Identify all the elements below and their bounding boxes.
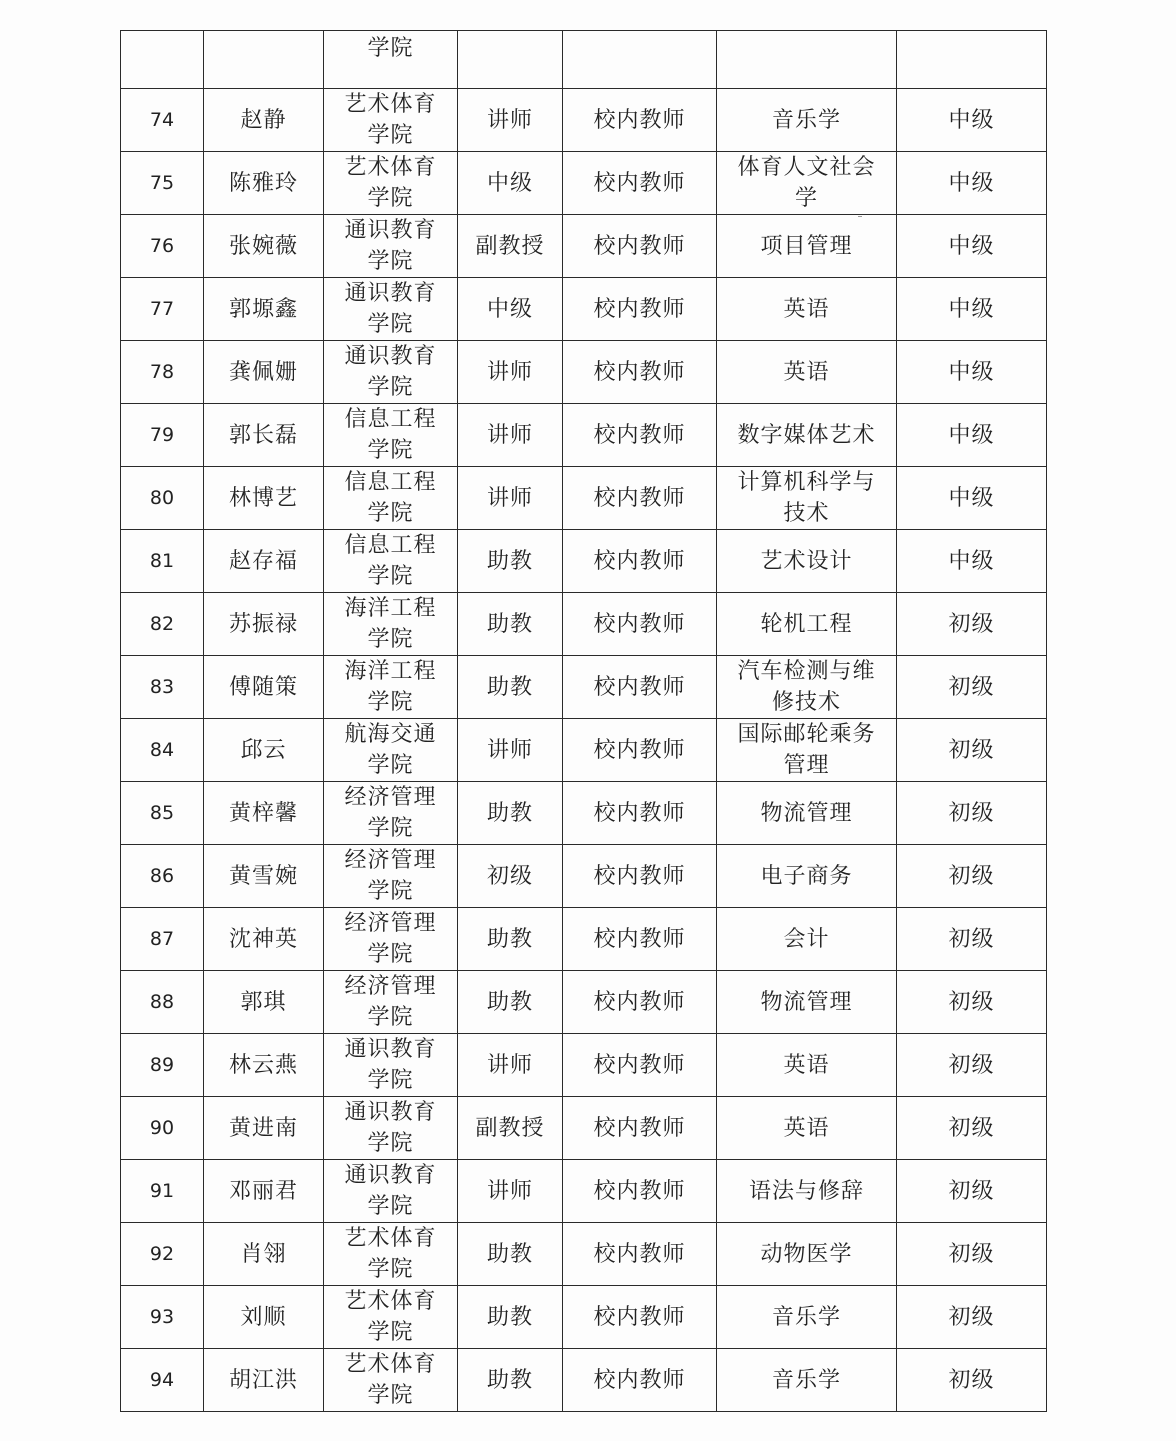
name-cell: 赵存福 xyxy=(204,530,324,593)
department-cell xyxy=(324,1160,458,1223)
teacher-type-cell: 校内教师 xyxy=(563,845,717,908)
teacher-type-cell: 校内教师 xyxy=(563,152,717,215)
index-cell: 91 xyxy=(121,1160,204,1223)
name-cell: 苏振禄 xyxy=(204,593,324,656)
index-cell: 79 xyxy=(121,404,204,467)
department-cell xyxy=(324,908,458,971)
title-cell: 讲师 xyxy=(458,341,563,404)
major-cell xyxy=(717,278,897,341)
department-line-2: 学院 xyxy=(367,564,414,589)
index-cell: 81 xyxy=(121,530,204,593)
level-cell: 初级 xyxy=(897,1097,1047,1160)
department-line-2: 学院 xyxy=(367,753,414,778)
title-cell: 助教 xyxy=(458,1349,563,1412)
level-cell: 中级 xyxy=(897,341,1047,404)
major-line-1: 英语 xyxy=(783,296,830,322)
department-line-2: 学院 xyxy=(367,1320,414,1345)
department-line-2: 学院 xyxy=(367,942,414,967)
name-cell: 刘顺 xyxy=(204,1286,324,1349)
title-cell: 助教 xyxy=(458,1223,563,1286)
level-cell: 初级 xyxy=(897,1349,1047,1412)
department-cell xyxy=(324,656,458,719)
department-line-1: 航海交通 xyxy=(344,722,437,747)
department-line-2: 学院 xyxy=(367,690,414,715)
table-row xyxy=(121,404,1047,467)
level-cell xyxy=(897,31,1047,89)
table-row xyxy=(121,530,1047,593)
index-cell: 85 xyxy=(121,782,204,845)
major-cell xyxy=(717,1034,897,1097)
major-line-1: 物流管理 xyxy=(760,800,853,826)
department-line-2: 学院 xyxy=(367,375,414,400)
major-cell xyxy=(717,1286,897,1349)
department-line-2: 学院 xyxy=(367,1383,414,1408)
title-cell: 助教 xyxy=(458,593,563,656)
level-cell: 中级 xyxy=(897,152,1047,215)
department-line-1: 艺术体育 xyxy=(344,155,437,180)
major-cell xyxy=(717,530,897,593)
table-row xyxy=(121,593,1047,656)
major-cell xyxy=(717,31,897,89)
department-cell xyxy=(324,404,458,467)
department-cell xyxy=(324,1034,458,1097)
teacher-type-cell: 校内教师 xyxy=(563,1286,717,1349)
name-cell: 黄雪婉 xyxy=(204,845,324,908)
table-row xyxy=(121,656,1047,719)
major-cell xyxy=(717,467,897,530)
title-cell: 讲师 xyxy=(458,1034,563,1097)
major-line-1: 电子商务 xyxy=(760,863,853,889)
major-cell xyxy=(717,215,897,278)
teacher-type-cell: 校内教师 xyxy=(563,530,717,593)
department-line-2: 学院 xyxy=(367,249,414,274)
teacher-type-cell: 校内教师 xyxy=(563,341,717,404)
department-line-1: 经济管理 xyxy=(344,848,437,873)
teacher-type-cell: 校内教师 xyxy=(563,89,717,152)
index-cell: 74 xyxy=(121,89,204,152)
name-cell: 邱云 xyxy=(204,719,324,782)
table-row xyxy=(121,215,1047,278)
teacher-type-cell: 校内教师 xyxy=(563,1349,717,1412)
department-line-2: 学院 xyxy=(367,312,414,337)
name-cell: 郭塬鑫 xyxy=(204,278,324,341)
name-cell: 黄进南 xyxy=(204,1097,324,1160)
department-line-1: 通识教育 xyxy=(344,1037,437,1062)
name-cell: 赵静 xyxy=(204,89,324,152)
teacher-type-cell xyxy=(563,31,717,89)
index-cell: 93 xyxy=(121,1286,204,1349)
title-cell: 助教 xyxy=(458,530,563,593)
teacher-type-cell: 校内教师 xyxy=(563,782,717,845)
table-row xyxy=(121,845,1047,908)
name-cell: 邓丽君 xyxy=(204,1160,324,1223)
scan-speck xyxy=(858,216,862,217)
department-line-1: 艺术体育 xyxy=(344,1226,437,1251)
index-cell: 89 xyxy=(121,1034,204,1097)
major-cell xyxy=(717,845,897,908)
name-cell: 张婉薇 xyxy=(204,215,324,278)
department-line-2: 学院 xyxy=(367,1257,414,1282)
name-cell: 郭琪 xyxy=(204,971,324,1034)
major-line-1: 汽车检测与维 xyxy=(737,659,876,684)
title-cell: 讲师 xyxy=(458,467,563,530)
department-line-2: 学院 xyxy=(367,627,414,652)
department-cell xyxy=(324,215,458,278)
major-cell xyxy=(717,593,897,656)
major-line-1: 轮机工程 xyxy=(760,611,853,637)
department-line-1: 海洋工程 xyxy=(344,596,437,621)
teacher-type-cell: 校内教师 xyxy=(563,278,717,341)
department-line-2: 学院 xyxy=(367,186,414,211)
title-cell: 助教 xyxy=(458,782,563,845)
level-cell: 中级 xyxy=(897,530,1047,593)
major-cell xyxy=(717,656,897,719)
teacher-type-cell: 校内教师 xyxy=(563,971,717,1034)
department-cell xyxy=(324,1286,458,1349)
table-row xyxy=(121,1160,1047,1223)
name-cell: 沈神英 xyxy=(204,908,324,971)
index-cell: 88 xyxy=(121,971,204,1034)
table-row-continued xyxy=(121,31,1047,89)
department-cell xyxy=(324,278,458,341)
title-cell: 助教 xyxy=(458,971,563,1034)
major-line-1: 数字媒体艺术 xyxy=(737,422,876,448)
department-cell xyxy=(324,971,458,1034)
major-cell xyxy=(717,89,897,152)
department-line-1: 通识教育 xyxy=(344,1163,437,1188)
table-row xyxy=(121,908,1047,971)
major-cell xyxy=(717,719,897,782)
index-cell: 83 xyxy=(121,656,204,719)
department-line-2: 学院 xyxy=(367,501,414,526)
table-row xyxy=(121,1097,1047,1160)
teacher-type-cell: 校内教师 xyxy=(563,1160,717,1223)
major-line-1: 物流管理 xyxy=(760,989,853,1015)
major-line-1: 会计 xyxy=(783,926,830,952)
major-cell xyxy=(717,1097,897,1160)
teacher-type-cell: 校内教师 xyxy=(563,1097,717,1160)
major-cell xyxy=(717,782,897,845)
major-line-1: 音乐学 xyxy=(771,1304,841,1330)
table-row xyxy=(121,278,1047,341)
index-cell: 78 xyxy=(121,341,204,404)
teacher-type-cell: 校内教师 xyxy=(563,719,717,782)
major-line-1: 项目管理 xyxy=(760,233,853,259)
title-cell: 副教授 xyxy=(458,1097,563,1160)
title-cell: 副教授 xyxy=(458,215,563,278)
department-line-1: 经济管理 xyxy=(344,785,437,810)
table-row xyxy=(121,341,1047,404)
department-cell xyxy=(324,782,458,845)
index-cell: 77 xyxy=(121,278,204,341)
major-line-2: 学 xyxy=(794,186,818,211)
level-cell: 初级 xyxy=(897,1034,1047,1097)
name-cell: 傅随策 xyxy=(204,656,324,719)
name-cell: 黄梓馨 xyxy=(204,782,324,845)
index-cell: 80 xyxy=(121,467,204,530)
department-cell xyxy=(324,152,458,215)
level-cell: 初级 xyxy=(897,845,1047,908)
department-line-2: 学院 xyxy=(367,438,414,463)
major-line-1: 英语 xyxy=(783,1115,830,1141)
title-cell: 助教 xyxy=(458,656,563,719)
teacher-type-cell: 校内教师 xyxy=(563,656,717,719)
teacher-roster-table xyxy=(120,30,1047,1412)
department-line-1: 经济管理 xyxy=(344,911,437,936)
table-row xyxy=(121,971,1047,1034)
major-cell xyxy=(717,152,897,215)
department-line: 学院 xyxy=(367,36,414,61)
teacher-type-cell: 校内教师 xyxy=(563,593,717,656)
major-line-1: 体育人文社会 xyxy=(737,155,876,180)
teacher-type-cell: 校内教师 xyxy=(563,215,717,278)
major-line-1: 国际邮轮乘务 xyxy=(737,722,876,747)
department-line-2: 学院 xyxy=(367,123,414,148)
teacher-type-cell: 校内教师 xyxy=(563,404,717,467)
department-line-1: 通识教育 xyxy=(344,281,437,306)
major-line-1: 英语 xyxy=(783,359,830,385)
department-cell xyxy=(324,845,458,908)
level-cell: 初级 xyxy=(897,971,1047,1034)
table-row xyxy=(121,1034,1047,1097)
table-row xyxy=(121,1349,1047,1412)
department-line-1: 信息工程 xyxy=(344,407,437,432)
title-cell: 讲师 xyxy=(458,404,563,467)
level-cell: 初级 xyxy=(897,593,1047,656)
major-line-1: 音乐学 xyxy=(771,1367,841,1393)
name-cell: 胡江洪 xyxy=(204,1349,324,1412)
level-cell: 初级 xyxy=(897,908,1047,971)
department-line-1: 通识教育 xyxy=(344,1100,437,1125)
department-cell xyxy=(324,530,458,593)
major-cell xyxy=(717,908,897,971)
table-row xyxy=(121,152,1047,215)
index-cell: 75 xyxy=(121,152,204,215)
major-line-1: 语法与修辞 xyxy=(748,1178,864,1204)
name-cell: 陈雅玲 xyxy=(204,152,324,215)
department-line-1: 海洋工程 xyxy=(344,659,437,684)
major-line-1: 音乐学 xyxy=(771,107,841,133)
title-cell: 讲师 xyxy=(458,89,563,152)
title-cell: 讲师 xyxy=(458,1160,563,1223)
index-cell: 94 xyxy=(121,1349,204,1412)
department-line-2: 学院 xyxy=(367,1068,414,1093)
department-line-2: 学院 xyxy=(367,1005,414,1030)
name-cell: 林云燕 xyxy=(204,1034,324,1097)
major-cell xyxy=(717,1349,897,1412)
major-cell xyxy=(717,341,897,404)
teacher-type-cell: 校内教师 xyxy=(563,1034,717,1097)
department-cell xyxy=(324,593,458,656)
level-cell: 初级 xyxy=(897,1160,1047,1223)
department-cell xyxy=(324,31,458,89)
teacher-type-cell: 校内教师 xyxy=(563,908,717,971)
name-cell xyxy=(204,31,324,89)
title-cell: 助教 xyxy=(458,1286,563,1349)
major-cell xyxy=(717,971,897,1034)
major-line-1: 艺术设计 xyxy=(760,548,853,574)
department-line-1: 艺术体育 xyxy=(344,1352,437,1377)
major-line-1: 英语 xyxy=(783,1052,830,1078)
level-cell: 中级 xyxy=(897,89,1047,152)
department-line-2: 学院 xyxy=(367,816,414,841)
table-row xyxy=(121,89,1047,152)
department-line-1: 艺术体育 xyxy=(344,1289,437,1314)
level-cell: 中级 xyxy=(897,404,1047,467)
index-cell: 90 xyxy=(121,1097,204,1160)
index-cell xyxy=(121,31,204,89)
title-cell: 初级 xyxy=(458,845,563,908)
level-cell: 初级 xyxy=(897,719,1047,782)
major-line-2: 管理 xyxy=(783,753,830,778)
department-line-1: 信息工程 xyxy=(344,533,437,558)
index-cell: 87 xyxy=(121,908,204,971)
department-line-1: 信息工程 xyxy=(344,470,437,495)
department-line-1: 通识教育 xyxy=(344,344,437,369)
major-line-1: 动物医学 xyxy=(760,1241,853,1267)
table-row xyxy=(121,1223,1047,1286)
table-row xyxy=(121,719,1047,782)
department-line-2: 学院 xyxy=(367,1131,414,1156)
title-cell: 讲师 xyxy=(458,719,563,782)
title-cell: 中级 xyxy=(458,152,563,215)
level-cell: 中级 xyxy=(897,215,1047,278)
table-row xyxy=(121,467,1047,530)
department-cell xyxy=(324,467,458,530)
teacher-type-cell: 校内教师 xyxy=(563,1223,717,1286)
major-line-1: 计算机科学与 xyxy=(737,470,876,495)
index-cell: 92 xyxy=(121,1223,204,1286)
title-cell xyxy=(458,31,563,89)
department-line-1: 经济管理 xyxy=(344,974,437,999)
roster-body xyxy=(121,31,1047,1412)
index-cell: 76 xyxy=(121,215,204,278)
index-cell: 84 xyxy=(121,719,204,782)
department-cell xyxy=(324,719,458,782)
index-cell: 82 xyxy=(121,593,204,656)
department-cell xyxy=(324,1223,458,1286)
department-cell xyxy=(324,1349,458,1412)
department-cell xyxy=(324,341,458,404)
level-cell: 初级 xyxy=(897,1286,1047,1349)
major-cell xyxy=(717,1223,897,1286)
major-line-2: 技术 xyxy=(783,501,830,526)
teacher-type-cell: 校内教师 xyxy=(563,467,717,530)
department-line-1: 艺术体育 xyxy=(344,92,437,117)
title-cell: 助教 xyxy=(458,908,563,971)
department-cell xyxy=(324,1097,458,1160)
level-cell: 初级 xyxy=(897,1223,1047,1286)
title-cell: 中级 xyxy=(458,278,563,341)
name-cell: 龚佩姗 xyxy=(204,341,324,404)
major-line-2: 修技术 xyxy=(771,690,841,715)
name-cell: 林博艺 xyxy=(204,467,324,530)
level-cell: 初级 xyxy=(897,656,1047,719)
table-row xyxy=(121,1286,1047,1349)
department-line-1: 通识教育 xyxy=(344,218,437,243)
table-row xyxy=(121,782,1047,845)
major-cell xyxy=(717,1160,897,1223)
index-cell: 86 xyxy=(121,845,204,908)
name-cell: 肖翎 xyxy=(204,1223,324,1286)
level-cell: 初级 xyxy=(897,782,1047,845)
department-line-2: 学院 xyxy=(367,1194,414,1219)
department-line-2: 学院 xyxy=(367,879,414,904)
department-cell xyxy=(324,89,458,152)
level-cell: 中级 xyxy=(897,467,1047,530)
level-cell: 中级 xyxy=(897,278,1047,341)
name-cell: 郭长磊 xyxy=(204,404,324,467)
major-cell xyxy=(717,404,897,467)
